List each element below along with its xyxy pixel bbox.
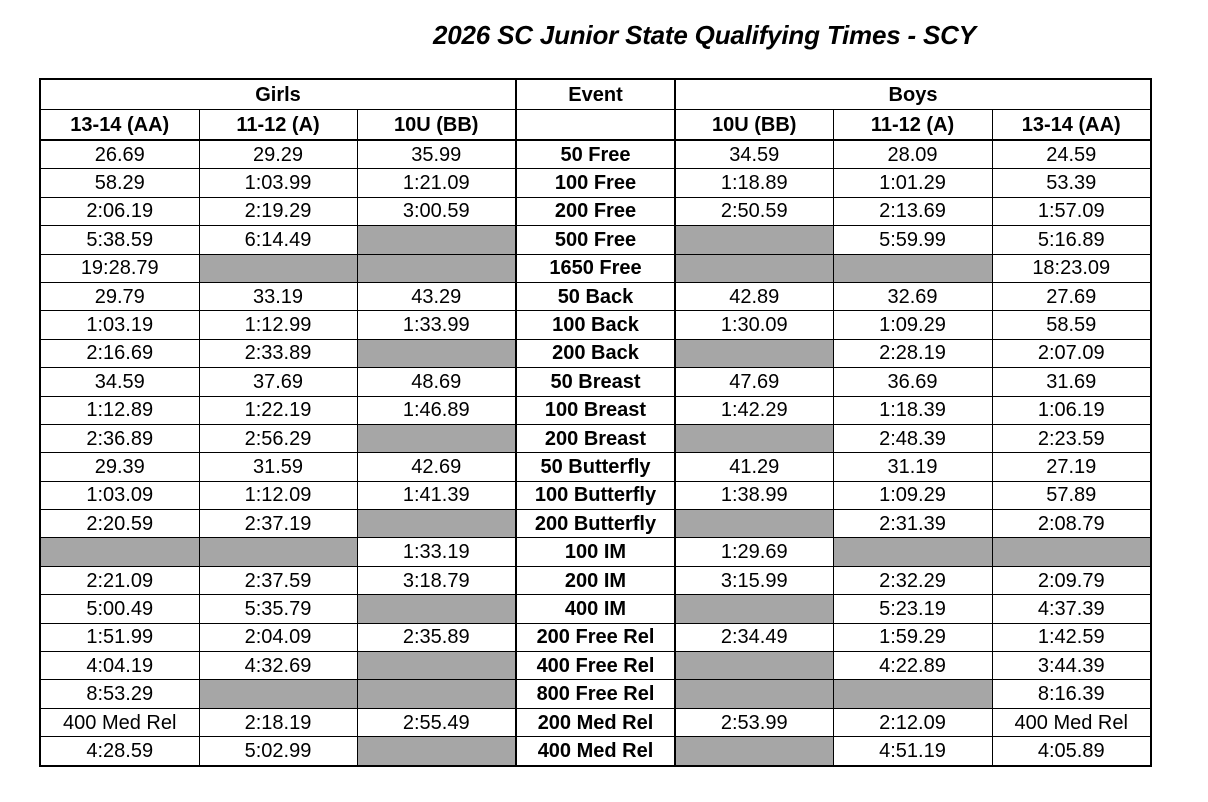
girls-13-14-header: 13-14 (AA) (40, 110, 199, 141)
boys-13-14-time: 27.69 (992, 282, 1151, 310)
table-row (40, 169, 1151, 197)
table-row (40, 510, 1151, 538)
girls-11-12-time: 5:35.79 (199, 595, 357, 623)
girls-13-14-time: 29.39 (40, 453, 199, 481)
girls-13-14-time: 5:00.49 (40, 595, 199, 623)
girls-13-14-time: 2:20.59 (40, 510, 199, 538)
boys-10u-time: 2:34.49 (675, 623, 833, 651)
boys-11-12-time: 1:09.29 (833, 481, 992, 509)
unavailable-cell (675, 595, 833, 623)
girls-11-12-time: 29.29 (199, 140, 357, 169)
boys-13-14-time: 1:57.09 (992, 197, 1151, 225)
unavailable-cell (833, 680, 992, 708)
unavailable-cell (675, 254, 833, 282)
girls-group-header: Girls (40, 79, 516, 110)
unavailable-cell (199, 538, 357, 566)
girls-10u-time: 3:00.59 (357, 197, 516, 225)
girls-13-14-time: 19:28.79 (40, 254, 199, 282)
boys-13-14-time: 27.19 (992, 453, 1151, 481)
unavailable-cell (675, 510, 833, 538)
girls-10u-time: 42.69 (357, 453, 516, 481)
boys-13-14-time: 2:09.79 (992, 566, 1151, 594)
boys-11-12-time: 4:22.89 (833, 652, 992, 680)
boys-10u-time: 41.29 (675, 453, 833, 481)
event-name: 400 Free Rel (516, 652, 675, 680)
table-row (40, 396, 1151, 424)
group-header-row (40, 79, 1151, 110)
event-name: 200 Back (516, 339, 675, 367)
table-row (40, 453, 1151, 481)
girls-10u-time: 1:21.09 (357, 169, 516, 197)
event-name: 1650 Free (516, 254, 675, 282)
unavailable-cell (357, 680, 516, 708)
boys-11-12-time: 1:01.29 (833, 169, 992, 197)
boys-11-12-time: 2:48.39 (833, 424, 992, 452)
boys-13-14-header: 13-14 (AA) (992, 110, 1151, 141)
event-name: 50 Breast (516, 368, 675, 396)
table-row (40, 623, 1151, 651)
girls-13-14-time: 1:03.19 (40, 311, 199, 339)
boys-13-14-time: 3:44.39 (992, 652, 1151, 680)
unavailable-cell (675, 226, 833, 254)
page-title: 2026 SC Junior State Qualifying Times - SCY (433, 20, 976, 50)
girls-11-12-time: 4:32.69 (199, 652, 357, 680)
unavailable-cell (833, 254, 992, 282)
boys-11-12-time: 28.09 (833, 140, 992, 169)
event-name: 200 Med Rel (516, 708, 675, 736)
unavailable-cell (675, 424, 833, 452)
unavailable-cell (833, 538, 992, 566)
event-name: 50 Back (516, 282, 675, 310)
girls-11-12-time: 1:22.19 (199, 396, 357, 424)
girls-11-12-time: 2:56.29 (199, 424, 357, 452)
boys-10u-time: 1:18.89 (675, 169, 833, 197)
girls-13-14-time: 2:06.19 (40, 197, 199, 225)
boys-13-14-time: 8:16.39 (992, 680, 1151, 708)
boys-10u-time: 2:53.99 (675, 708, 833, 736)
boys-13-14-time: 24.59 (992, 140, 1151, 169)
event-name: 400 Med Rel (516, 737, 675, 766)
qualifying-times-table (39, 78, 1152, 767)
event-name: 100 Butterfly (516, 481, 675, 509)
girls-10u-time: 2:35.89 (357, 623, 516, 651)
girls-10u-time: 43.29 (357, 282, 516, 310)
unavailable-cell (675, 737, 833, 766)
girls-11-12-time: 2:37.19 (199, 510, 357, 538)
girls-13-14-time: 4:04.19 (40, 652, 199, 680)
unavailable-cell (199, 680, 357, 708)
table-row (40, 424, 1151, 452)
girls-10u-time: 1:41.39 (357, 481, 516, 509)
girls-10u-time: 1:33.99 (357, 311, 516, 339)
boys-13-14-time: 4:05.89 (992, 737, 1151, 766)
girls-13-14-time: 29.79 (40, 282, 199, 310)
girls-11-12-time: 1:12.99 (199, 311, 357, 339)
event-name: 100 Back (516, 311, 675, 339)
unavailable-cell (357, 424, 516, 452)
table-row (40, 737, 1151, 766)
boys-13-14-time: 2:23.59 (992, 424, 1151, 452)
girls-11-12-time: 37.69 (199, 368, 357, 396)
girls-13-14-time: 26.69 (40, 140, 199, 169)
table-row (40, 140, 1151, 169)
girls-13-14-time: 1:12.89 (40, 396, 199, 424)
boys-13-14-time: 53.39 (992, 169, 1151, 197)
boys-11-12-time: 1:59.29 (833, 623, 992, 651)
boys-10u-time: 34.59 (675, 140, 833, 169)
girls-11-12-time: 2:37.59 (199, 566, 357, 594)
boys-13-14-time: 18:23.09 (992, 254, 1151, 282)
girls-11-12-time: 1:03.99 (199, 169, 357, 197)
event-name: 100 IM (516, 538, 675, 566)
table-row (40, 254, 1151, 282)
boys-10u-time: 3:15.99 (675, 566, 833, 594)
boys-11-12-header: 11-12 (A) (833, 110, 992, 141)
girls-11-12-header: 11-12 (A) (199, 110, 357, 141)
girls-10u-time: 3:18.79 (357, 566, 516, 594)
boys-11-12-time: 2:31.39 (833, 510, 992, 538)
boys-13-14-time: 4:37.39 (992, 595, 1151, 623)
table-row (40, 197, 1151, 225)
event-name: 100 Breast (516, 396, 675, 424)
girls-10u-time: 35.99 (357, 140, 516, 169)
unavailable-cell (357, 510, 516, 538)
boys-11-12-time: 2:32.29 (833, 566, 992, 594)
unavailable-cell (675, 680, 833, 708)
event-name: 200 Breast (516, 424, 675, 452)
boys-11-12-time: 4:51.19 (833, 737, 992, 766)
boys-13-14-time: 57.89 (992, 481, 1151, 509)
girls-10u-header: 10U (BB) (357, 110, 516, 141)
boys-11-12-time: 1:18.39 (833, 396, 992, 424)
event-name: 200 IM (516, 566, 675, 594)
event-name: 200 Free (516, 197, 675, 225)
boys-11-12-time: 2:12.09 (833, 708, 992, 736)
unavailable-cell (357, 339, 516, 367)
girls-13-14-time: 2:36.89 (40, 424, 199, 452)
girls-13-14-time: 8:53.29 (40, 680, 199, 708)
girls-10u-time: 1:46.89 (357, 396, 516, 424)
boys-11-12-time: 36.69 (833, 368, 992, 396)
table-row (40, 339, 1151, 367)
table-row (40, 708, 1151, 736)
girls-13-14-time: 2:21.09 (40, 566, 199, 594)
boys-10u-time: 1:42.29 (675, 396, 833, 424)
girls-11-12-time: 33.19 (199, 282, 357, 310)
table-row (40, 368, 1151, 396)
event-group-header: Event (516, 79, 675, 110)
boys-10u-time: 42.89 (675, 282, 833, 310)
girls-13-14-time: 2:16.69 (40, 339, 199, 367)
unavailable-cell (357, 254, 516, 282)
boys-13-14-time: 1:42.59 (992, 623, 1151, 651)
girls-13-14-time: 58.29 (40, 169, 199, 197)
column-header-row (40, 110, 1151, 141)
girls-11-12-time: 2:33.89 (199, 339, 357, 367)
event-name: 100 Free (516, 169, 675, 197)
event-name: 800 Free Rel (516, 680, 675, 708)
boys-13-14-time: 58.59 (992, 311, 1151, 339)
boys-10u-time: 1:30.09 (675, 311, 833, 339)
event-column-header (516, 110, 675, 141)
girls-13-14-time: 34.59 (40, 368, 199, 396)
girls-13-14-time: 5:38.59 (40, 226, 199, 254)
boys-10u-header: 10U (BB) (675, 110, 833, 141)
table-row (40, 566, 1151, 594)
unavailable-cell (40, 538, 199, 566)
boys-10u-time: 47.69 (675, 368, 833, 396)
boys-11-12-time: 5:59.99 (833, 226, 992, 254)
boys-13-14-time: 2:07.09 (992, 339, 1151, 367)
event-name: 50 Free (516, 140, 675, 169)
boys-10u-time: 1:29.69 (675, 538, 833, 566)
girls-13-14-time: 400 Med Rel (40, 708, 199, 736)
event-name: 200 Free Rel (516, 623, 675, 651)
girls-10u-time: 2:55.49 (357, 708, 516, 736)
boys-11-12-time: 32.69 (833, 282, 992, 310)
girls-13-14-time: 1:03.09 (40, 481, 199, 509)
table-row (40, 481, 1151, 509)
event-name: 500 Free (516, 226, 675, 254)
unavailable-cell (357, 226, 516, 254)
boys-13-14-time: 400 Med Rel (992, 708, 1151, 736)
unavailable-cell (675, 339, 833, 367)
boys-13-14-time: 5:16.89 (992, 226, 1151, 254)
girls-11-12-time: 5:02.99 (199, 737, 357, 766)
girls-11-12-time: 1:12.09 (199, 481, 357, 509)
girls-11-12-time: 2:04.09 (199, 623, 357, 651)
boys-13-14-time: 1:06.19 (992, 396, 1151, 424)
event-name: 200 Butterfly (516, 510, 675, 538)
boys-11-12-time: 1:09.29 (833, 311, 992, 339)
boys-13-14-time: 2:08.79 (992, 510, 1151, 538)
event-name: 400 IM (516, 595, 675, 623)
girls-11-12-time: 2:19.29 (199, 197, 357, 225)
unavailable-cell (357, 595, 516, 623)
table-row (40, 282, 1151, 310)
girls-11-12-time: 6:14.49 (199, 226, 357, 254)
table-row (40, 226, 1151, 254)
event-name: 50 Butterfly (516, 453, 675, 481)
unavailable-cell (199, 254, 357, 282)
boys-11-12-time: 5:23.19 (833, 595, 992, 623)
girls-10u-time: 48.69 (357, 368, 516, 396)
girls-11-12-time: 31.59 (199, 453, 357, 481)
unavailable-cell (992, 538, 1151, 566)
boys-10u-time: 2:50.59 (675, 197, 833, 225)
boys-11-12-time: 2:28.19 (833, 339, 992, 367)
boys-11-12-time: 31.19 (833, 453, 992, 481)
table-row (40, 680, 1151, 708)
table-row (40, 538, 1151, 566)
boys-13-14-time: 31.69 (992, 368, 1151, 396)
girls-13-14-time: 1:51.99 (40, 623, 199, 651)
boys-group-header: Boys (675, 79, 1151, 110)
unavailable-cell (357, 652, 516, 680)
unavailable-cell (675, 652, 833, 680)
table-row (40, 652, 1151, 680)
table-row (40, 595, 1151, 623)
boys-11-12-time: 2:13.69 (833, 197, 992, 225)
unavailable-cell (357, 737, 516, 766)
boys-10u-time: 1:38.99 (675, 481, 833, 509)
girls-13-14-time: 4:28.59 (40, 737, 199, 766)
girls-10u-time: 1:33.19 (357, 538, 516, 566)
girls-11-12-time: 2:18.19 (199, 708, 357, 736)
table-row (40, 311, 1151, 339)
